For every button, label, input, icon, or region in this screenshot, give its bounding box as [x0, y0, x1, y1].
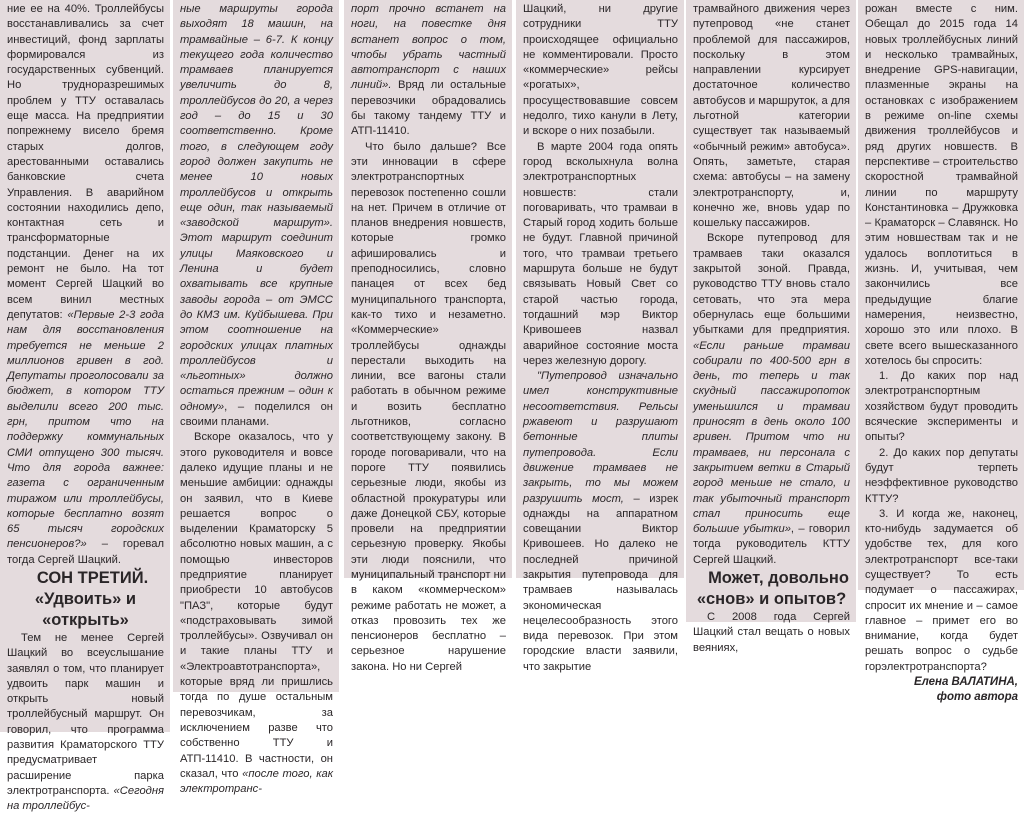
col3-quote: порт прочно встанет на ноги, на повестке дня встанет вопрос о том, чтобы убрать частный автотранспорт с наших линий».: [351, 3, 506, 92]
article-column-2: [173, 0, 339, 796]
col5-quote: «Если раньше трамваи собирали по 400-500 грн в день, то теперь и так скудный пассажиропоток уменьшился и трамваи приносят в день около 100 гривен. Притом что ни трамваев, ни персонала с закрытием ветки в Старый город меньше не стало, и так убыточный транспорт стал приносить еще большие убытки»: [693, 339, 850, 536]
col1-paragraph-1: ние ее на 40%. Троллейбусы восстанавливались за счет инвестиций, фонд зарплаты формировался из государственных субвенций. Но трудноразрешимых проблем у ТТУ оставалась еще масса. На предприятии попрежнему висело бремя старых долгов, арестованными оставались банковские счета Управления. В аварийном состоянии находились депо, контактная сеть и трансформаторные подстанции. Денег на их ремонт не было. На тот момент Сергей Шацкий во всем винил местных депутатов:: [7, 3, 164, 321]
author-name: Елена ВАЛАТИНА,: [913, 676, 1018, 689]
col6-paragraph-1: рожан вместе с ним. Обещал до 2015 года 14 новых троллейбусных линий и несколько трамвайных, внедрение GPS-навигации, плазменные экраны на остановках с изображением в режиме on-line схемы движения троллейбусов и ряд других новшеств. В перспективе – строительство скоростной трамвайной линии по маршруту Константиновка – Дружковка – Краматорск – Славянск. Но этим новшествам так и не удалось воплотиться в жизнь. И, учитывая, чем закончились все предыдущие благие намерения, неизвестно, хорошо это или плохо. В свете всего вышесказанного хотелось бы спросить:: [865, 3, 1018, 367]
col2-quote: ные маршруты города выходят 18 машин, на трамвайные – 6-7. К концу текущего года количество трамваев планируется увеличить до 8, троллейбусов до 20, а через год – до 15 и 30 соответственно. Кроме того, в следующем году город должен закупить не менее 10 новых троллейбусов и открыть еще один, так называемый «заводской маршрут». Этот маршрут соединит улицы Маяковского и Ленина и будет охватывать все крупные заводы города – от ЭМСС до КМЗ им. Куйбышева. При этом соотношение на городских улицах платных троллейбусов и «льготных» должно остаться прежним – один к одному»: [180, 3, 333, 413]
question-1: 1. До каких пор над электротранспортным хозяйством будут проводить всяческие эксперименты и опыты?: [865, 370, 1018, 444]
col1-paragraph-2-quote: «Сегодня на троллейбус-: [7, 784, 164, 813]
col5-paragraph-3: С 2008 года Сергей Шацкий стал вещать о новых веяниях,: [693, 610, 850, 654]
section-heading-mozhet-dovolno: Может, довольно «снов» и опытов?: [696, 568, 849, 608]
question-3: 3. И когда же, наконец, кто-нибудь задумается об удобстве тех, для кого электротранспорт все-таки существует? То есть подумает о пассажирах, спросит их мнение и – самое главное – примет его во внимание, когда будет решать вопрос о судьбе горэлектротранспорта?: [865, 507, 1018, 673]
col4-paragraph-1: Шацкий, ни другие сотрудники ТТУ происходящее официально не комментировали. Просто «коммерческие» рейсы «рогатых», просуществовавшие совсем недолго, тихо канули в Лету, и вскоре о них позабыли.: [523, 3, 678, 138]
article-column-6: [858, 0, 1024, 704]
col1-quote-attribution: – горевал тогда Сергей Шацкий.: [7, 538, 164, 566]
col4-quote: "Путепровод изначально имел конструктивные несоответствия. Рельсы ржавеют и разрушают бетонные плиты путепровода. Если движение трамваев не закрыть, то мы можем разрушить мост,: [523, 370, 678, 505]
article-column-3: [344, 0, 512, 673]
col1-quote: «Первые 2-3 года нам для восстановления требуется не меньше 2 миллионов гривен в год. Депутаты проголосовали за бюджет, в котором ТТУ выделили всего 200 тыс. грн, притом что на поддержку коммунальных СМИ отпущено 300 тысяч. Что для города важнее: газета с ограниченным тиражом или троллейбусы, которые бесплатно возят 65 тысяч городских пенсионеров?»: [7, 308, 164, 551]
col5-paragraph-2: Вскоре путепровод для трамваев таки оказался закрытой зоной. Правда, руководство ТТУ вновь стало сетовать, что эта мера обернулась еще большими убытками для предприятия.: [693, 232, 850, 337]
col3-paragraph-2: Что было дальше? Все эти инновации в сфере электротранспортных перевозок постепенно сошли на нет. Причем в отличие от планов внедрения новшеств, которые громко афишировались и преподносились, словно панацея от всех бед муниципального транспорта, как-то тихо и незаметно. «Коммерческие» троллейбусы однажды перестали выходить на линии, все вагоны стали работать в обычном режиме и возить бесплатно льготников, согласно соответствующему закону. В городе поговаривали, что на пороге ТТУ появились серьезные люди, якобы из областной прокуратуры или даже Донецкой СБУ, которые провели на предприятии серьезную проверку. Якобы эти люди пояснили, что муниципальный транспорт ни в каком «коммерческом» режиме работать не может, а отказ провозить тех же пенсионеров бесплатно – серьезное нарушение закона. Но ни Сергей: [351, 140, 506, 673]
section-heading-son-tretiy: СОН ТРЕТИЙ. «Удвоить» и «открыть»: [34, 568, 149, 629]
col5-paragraph-1: трамвайного движения через путепровод «не станет проблемой для пассажиров, поскольку в этом направлении курсирует достаточное количество автобусов и маршруток, а для льготной категории существует так называемый «обычный режим» автобуса». Опять, заметьте, старая схема: автобусы – на замену электротранспорту, и, конечно же, вновь удар по кошельку пассажиров.: [693, 3, 850, 230]
col4-paragraph-3: – изрек однажды на аппаратном совещании Виктор Кривошеев. Но далеко не последней причиной закрытия путепровода для трамваев называлась экономическая нецелесообразность этого вида перевозок. При этом городские власти заявили, что закрытие: [523, 492, 679, 673]
col2-quote-attribution: , – поделился он своими планами.: [180, 400, 333, 429]
col3-paragraph-1: Вряд ли остальные перевозчики обрадовались бы такому тандему ТТУ и АТП-11410.: [351, 79, 506, 138]
article-column-1: [0, 0, 170, 813]
col2-paragraph-2: Вскоре оказалось, что у этого руководителя и вовсе далеко идущие планы и не меньшие амбиции: однажды он заявил, что в Киеве решается вопрос о выделении Краматорску 5 абсолютно новых машин, а с помощью инвесторов предприятие планирует приобрести 10 автобусов "ПАЗ", которые будут «подстраховывать зимой троллейбусы». Озвучивал он и такие планы ТТУ и «Электроавтотранспорта», которые вряд ли пришлись тогда по душе остальным перевозчикам, за исключением разве что собственно ТТУ и АТП-11410. В частности, он сказал, что: [180, 431, 333, 780]
article-column-4: [516, 0, 684, 673]
col2-paragraph-2-quote: «после того, как электротранс-: [180, 767, 333, 796]
col4-paragraph-2: В марте 2004 года опять город всколыхнула волна электротранспортных новшеств: стали поговаривать, что трамваи в Старый город ходить больше не будут. Главной причиной того, что трамваи третьего маршрута больше не будут связывать Новый Свет со старой частью города, тогдашний мэр Виктор Кривошеев назвал аварийное состояние моста через железную дорогу.: [523, 140, 678, 367]
col1-paragraph-2: Тем не менее Сергей Шацкий во всеуслышание заявлял о том, что планирует удвоить парк машин и открыть новый троллейбусный маршрут. Он говорил, что программа развития Краматорского ТТУ предусматривает расширение парка электротранспорта.: [7, 631, 164, 797]
col5-quote-attribution: , – говорил тогда руководитель КТТУ Сергей Шацкий.: [693, 523, 850, 566]
article-column-5: [686, 0, 856, 654]
photo-credit: фото автора: [936, 691, 1018, 704]
question-2: 2. До каких пор депутаты будут терпеть неэффективное руководство КТТУ?: [865, 446, 1018, 505]
